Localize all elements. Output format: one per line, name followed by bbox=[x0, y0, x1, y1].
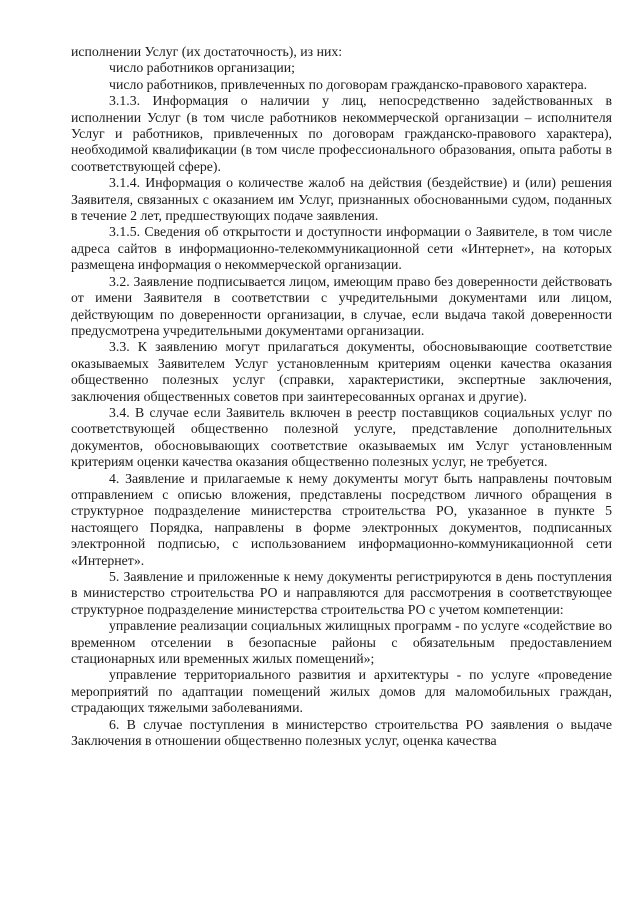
paragraph: 3.2. Заявление подписывается лицом, имеющим право без доверенности действовать от имени Заявителя в соответствии с учредительными документами или лицом, действующим по доверенности организации, в случае, если выдача такой доверенности предусмотрена учредительными документами организации. bbox=[71, 273, 612, 338]
paragraph: 5. Заявление и приложенные к нему документы регистрируются в день поступления в министерство строительства РО и направляются для рассмотрения в соответствующее структурное подразделение министерства строительства РО с учетом компетенции: bbox=[71, 569, 612, 617]
paragraph: 3.3. К заявлению могут прилагаться документы, обосновывающие соответствие оказываемых Заявителем Услуг установленным критериям оценки качества оказания общественно полезных услуг (справки, характеристики, экспертные заключения, заключения общественных советов при заинтересованных органах и другие). bbox=[71, 339, 612, 404]
paragraph: исполнении Услуг (их достаточность), из них: bbox=[71, 44, 343, 59]
paragraph: 3.1.5. Сведения об открытости и доступности информации о Заявителе, в том числе адреса сайтов в информационно-телекоммуникационной сети «Интернет», на которых размещена информация о некоммерческой организации. bbox=[71, 224, 612, 273]
paragraph: 3.1.4. Информация о количестве жалоб на действия (бездействие) и (или) решения Заявителя, связанных с оказанием им Услуг, признанных обоснованными судом, поданных в течение 2 лет, предшествующих подаче заявления. bbox=[71, 175, 612, 224]
paragraph: 6. В случае поступления в министерство строительства РО заявления о выдаче Заключения в отношении общественно полезных услуг, оценка качества bbox=[71, 716, 612, 749]
paragraph: число работников, привлеченных по договорам гражданско-правового характера. bbox=[109, 76, 588, 92]
paragraph: управление территориального развития и архитектуры - по услуге «проведение мероприятий по адаптации помещений жилых домов для маломобильных граждан, страдающих тяжелыми заболеваниями. bbox=[71, 667, 612, 716]
paragraph: 3.1.3. Информация о наличии у лиц, непосредственно задействованных в исполнении Услуг (в том числе работников некоммерческой организации – исполнителя Услуг и работников, привлеченных по договорам гражданско-правового характера), необходимой квалификации (в том числе профессионального образования, опыта работы в соответствующей сфере). bbox=[71, 93, 612, 174]
paragraph: 3.4. В случае если Заявитель включен в реестр поставщиков социальных услуг по соответствующей общественно полезной услуге, представление дополнительных документов, обосновывающих соответствие оказываемых им Услуг установленным критериям оценки качества оказания общественно полезных услуг, не требуется. bbox=[71, 404, 612, 470]
paragraph: 4. Заявление и прилагаемые к нему документы могут быть направлены почтовым отправлением с описью вложения, представлены посредством личного обращения в структурное подразделение министерства строительства РО, указанное в пункте 5 настоящего Порядка, направлены в форме электронных документов, подписанных электронной подписью, с использованием информационно-коммуникационной сети «Интернет». bbox=[71, 470, 612, 568]
paragraph: число работников организации; bbox=[109, 60, 296, 76]
paragraph: управление реализации социальных жилищных программ - по услуге «содействие во временном отселении в безопасные районы с обязательным предоставлением стационарных или временных жилых помещений»; bbox=[71, 618, 612, 667]
